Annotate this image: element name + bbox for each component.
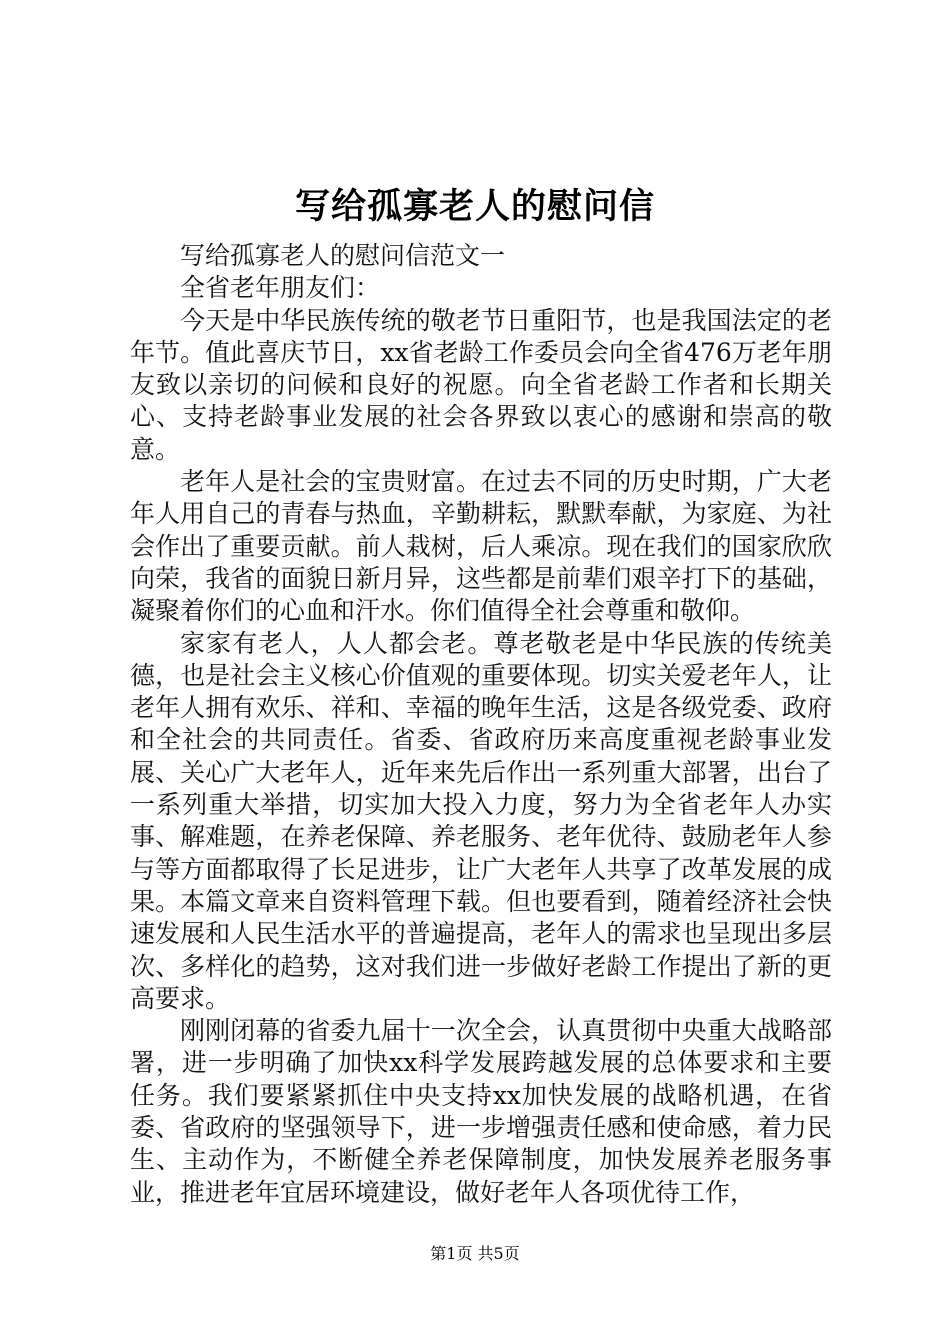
document-title: 写给孤寡老人的慰问信 — [294, 186, 655, 227]
salutation: 全省老年朋友们： — [180, 273, 381, 303]
document-subtitle: 写给孤寡老人的慰问信范文一 — [180, 241, 506, 270]
page-footer: 第1页 共5页 — [430, 1244, 520, 1263]
body-paragraph: 今天是中华民族传统的敬老节日重阳节，也是我国法定的老年节。值此喜庆节日，xx省老龄工作委员会向全省476万老年朋友致以亲切的问候和良好的祝愿。向全省老龄工作者和长期关心、支持老龄事业发展的社会各界致以衷心的感谢和崇高的敬意。 — [130, 305, 832, 464]
body-paragraph: 家家有老人，人人都会老。尊老敬老是中华民族的传统美德，也是社会主义核心价值观的重要体现。切实关爱老年人，让老年人拥有欢乐、祥和、幸福的晚年生活，这是各级党委、政府和全社会的共同责任。省委、省政府历来高度重视老龄事业发展、关心广大老年人，近年来先后作出一系列重大部署，出台了一系列重大举措，切实加大投入力度，努力为全省老年人办实事、解难题，在养老保障、养老服务、老年优待、鼓励老年人参与等方面都取得了长足进步，让广大老年人共享了改革发展的成果。本篇文章来自资料管理下载。但也要看到，随着经济社会快速发展和人民生活水平的普遍提高，老年人的需求也呈现出多层次、多样化的趋势，这对我们进一步做好老龄工作提出了新的更高要求。 — [130, 628, 832, 1013]
body-paragraph: 老年人是社会的宝贵财富。在过去不同的历史时期，广大老年人用自己的青春与热血，辛勤耕耘，默默奉献，为家庭、为社会作出了重要贡献。前人栽树，后人乘凉。现在我们的国家欣欣向荣，我省的面貌日新月异，这些都是前辈们艰辛打下的基础，凝聚着你们的心血和汗水。你们值得全社会尊重和敬仰。 — [130, 467, 832, 626]
body-paragraph: 刚刚闭幕的省委九届十一次全会，认真贯彻中央重大战略部署，进一步明确了加快xx科学发展跨越发展的总体要求和主要任务。我们要紧紧抓住中央支持xx加快发展的战略机遇，在省委、省政府的坚强领导下，进一步增强责任感和使命感，着力民生、主动作为，不断健全养老保障制度，加快发展养老服务事业，推进老年宜居环境建设，做好老年人各项优待工作， — [130, 1016, 832, 1207]
document-body — [130, 240, 832, 1209]
